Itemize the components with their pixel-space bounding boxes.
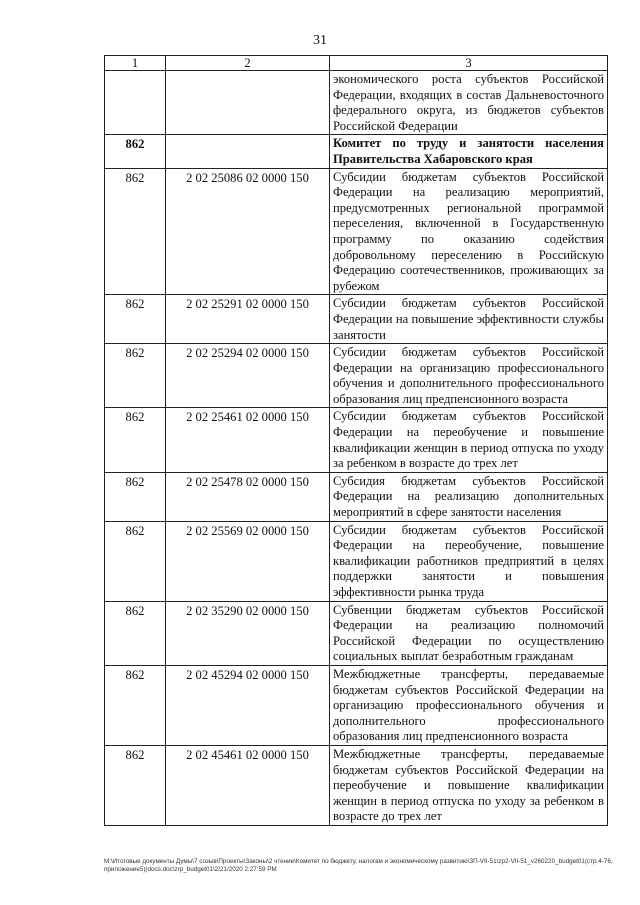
org-code-cell: 862 [105, 601, 166, 665]
org-code-cell: 862 [105, 745, 166, 825]
org-code-cell: 862 [105, 135, 166, 168]
description-cell: Межбюджетные трансферты, передаваемые бюджетам субъектов Российской Федерации на переобучение и повышение квалификации женщин в период отпуска по уходу за ребенком в возрасте до трех лет [330, 745, 608, 825]
table-row [105, 665, 608, 745]
description-cell: Субсидии бюджетам субъектов Российской Федерации на организацию профессионального обучения и дополнительного профессионального образования лиц предпенсионного возраста [330, 344, 608, 408]
budget-code-cell: 2 02 45294 02 0000 150 [166, 665, 330, 745]
org-code-cell: 862 [105, 168, 166, 295]
budget-code-cell [166, 135, 330, 168]
org-code-cell: 862 [105, 344, 166, 408]
description-cell: Субвенции бюджетам субъектов Российской Федерации на реализацию полномочий Российской Федерации по осуществлению социальных выплат безработным гражданам [330, 601, 608, 665]
budget-code-cell: 2 02 25569 02 0000 150 [166, 521, 330, 601]
org-code-cell: 862 [105, 295, 166, 344]
budget-code-cell [166, 71, 330, 135]
org-code-cell: 862 [105, 408, 166, 472]
table-row [105, 71, 608, 135]
description-cell: экономического роста субъектов Российской Федерации, входящих в состав Дальневосточного федерального округа, из бюджетов субъектов Российской Федерации [330, 71, 608, 135]
budget-table [104, 55, 608, 826]
table-row [105, 168, 608, 295]
budget-code-cell: 2 02 25291 02 0000 150 [166, 295, 330, 344]
column-header-2: 2 [166, 56, 330, 71]
budget-code-cell: 2 02 25478 02 0000 150 [166, 472, 330, 521]
description-cell: Межбюджетные трансферты, передаваемые бюджетам субъектов Российской Федерации на организацию профессионального обучения и дополнительного профессионального образования лиц предпенсионного возраста [330, 665, 608, 745]
column-header-1: 1 [105, 56, 166, 71]
org-code-cell: 862 [105, 521, 166, 601]
table-row [105, 135, 608, 168]
table-row [105, 745, 608, 825]
org-code-cell [105, 71, 166, 135]
description-cell: Субсидии бюджетам субъектов Российской Федерации на повышение эффективности службы занятости [330, 295, 608, 344]
table-row [105, 521, 608, 601]
budget-code-cell: 2 02 25294 02 0000 150 [166, 344, 330, 408]
org-code-cell: 862 [105, 665, 166, 745]
description-cell: Субсидии бюджетам субъектов Российской Федерации на переобучение и повышение квалификации женщин в период отпуска по уходу за ребенком в возрасте до трех лет [330, 408, 608, 472]
budget-code-cell: 2 02 45461 02 0000 150 [166, 745, 330, 825]
description-cell: Субсидии бюджетам субъектов Российской Федерации на переобучение, повышение квалификации работников предприятий в целях поддержки занятости и повышения эффективности рынка труда [330, 521, 608, 601]
table-row [105, 344, 608, 408]
table-row [105, 472, 608, 521]
table-row [105, 601, 608, 665]
table-header-row [105, 56, 608, 71]
page-number: 31 [313, 33, 327, 48]
budget-code-cell: 2 02 35290 02 0000 150 [166, 601, 330, 665]
table-row [105, 295, 608, 344]
budget-code-cell: 2 02 25461 02 0000 150 [166, 408, 330, 472]
description-cell: Субсидия бюджетам субъектов Российской Федерации на реализацию дополнительных мероприятий в сфере занятости населения [330, 472, 608, 521]
description-cell: Комитет по труду и занятости населения Правительства Хабаровского края [330, 135, 608, 168]
budget-code-cell: 2 02 25086 02 0000 150 [166, 168, 330, 295]
document-file-path: M:\Итоговые документы Думы\7 созыв\Проекты\Законы\2 чтение\Комитет по бюджету, налогам и экономическому развитию\ЗП-VII-51\zp2-VII-51_v260220_budget01(стр.4-76, приложение5)(docs.doc\zrp_budget01\2/21/2020 2:27:59 PM [104, 858, 613, 873]
column-header-3: 3 [330, 56, 608, 71]
description-cell: Субсидии бюджетам субъектов Российской Федерации на реализацию мероприятий, предусмотренных региональной программой переселения, включенной в Государственную программу по оказанию содействия добровольному переселению в Российскую Федерацию соотечественников, проживающих за рубежом [330, 168, 608, 295]
org-code-cell: 862 [105, 472, 166, 521]
table-row [105, 408, 608, 472]
